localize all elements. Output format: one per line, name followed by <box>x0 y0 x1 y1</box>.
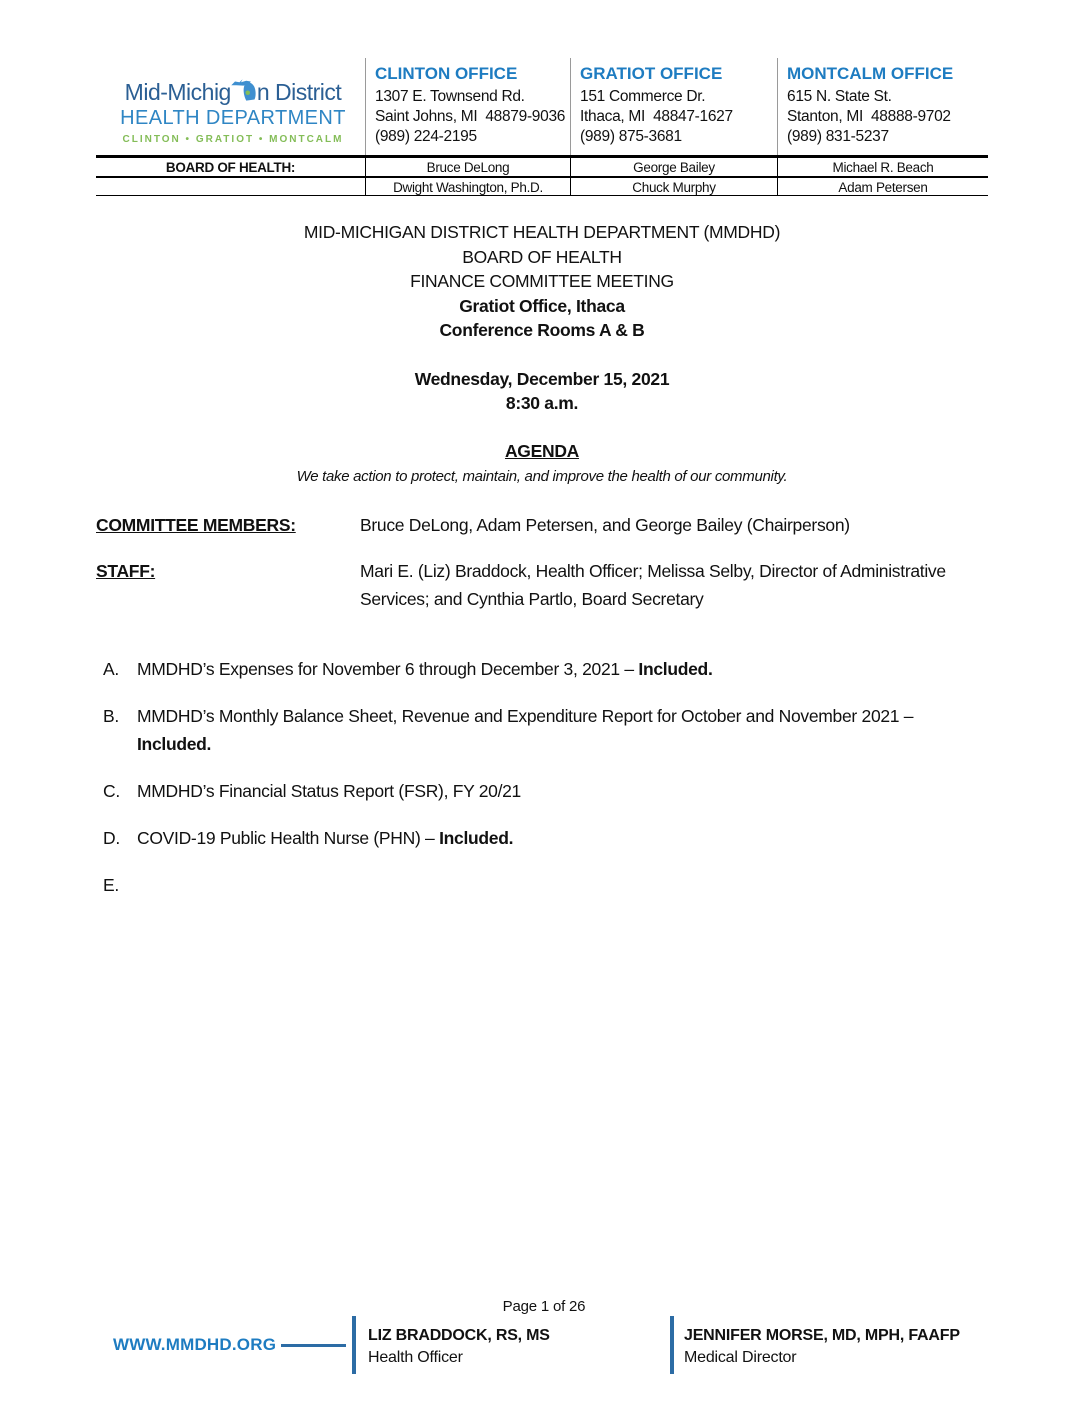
office-clinton-address: 1307 E. Townsend Rd. <box>375 88 525 105</box>
title-line-location: Gratiot Office, Ithaca <box>459 295 625 316</box>
agenda-item-letter: E. <box>103 875 119 895</box>
committee-members-value: Bruce DeLong, Adam Petersen, and George Bailey (Chairperson) <box>360 515 850 535</box>
board-member: Michael R. Beach <box>777 158 988 176</box>
agenda-item-letter: B. <box>103 706 119 726</box>
staff-row <box>96 557 988 613</box>
agenda-item-body: MMDHD’s Monthly Balance Sheet, Revenue and Expenditure Report for October and November 2021 – <box>137 706 914 726</box>
agenda-item-text <box>137 871 988 899</box>
logo-counties-line: CLINTON • GRATIOT • MONTCALM <box>122 134 344 145</box>
agenda-item-included: Included. <box>638 659 713 679</box>
board-of-health-label: BOARD OF HEALTH: <box>165 160 296 175</box>
committee-members-label: COMMITTEE MEMBERS: <box>96 515 296 535</box>
logo-name-suffix: n District <box>256 79 342 105</box>
office-clinton <box>365 58 570 155</box>
logo-name-prefix: Mid-Michig <box>124 79 231 105</box>
page-number: Page 1 of 26 <box>502 1298 586 1315</box>
agenda-item-e <box>96 871 988 899</box>
agenda-item-included: Included. <box>137 734 212 754</box>
office-montcalm <box>777 58 988 155</box>
signatory-title: Health Officer <box>368 1349 463 1366</box>
agenda-item-letter: D. <box>103 828 120 848</box>
title-line-department: MID-MICHIGAN DISTRICT HEALTH DEPARTMENT (MMDHD) <box>303 222 781 242</box>
signatory-name: JENNIFER MORSE, MD, MPH, FAAFP <box>684 1327 960 1344</box>
footer-divider-bar <box>352 1316 356 1374</box>
agenda-item-body: MMDHD’s Expenses for November 6 through December 3, 2021 – <box>137 659 639 679</box>
agenda-item-letter: C. <box>103 781 120 801</box>
meeting-date: Wednesday, December 15, 2021 <box>414 368 670 389</box>
board-member: Dwight Washington, Ph.D. <box>365 178 570 195</box>
committee-members-row <box>96 511 988 539</box>
agenda-item-text <box>137 824 988 852</box>
agenda-item-d <box>96 824 988 852</box>
board-member: George Bailey <box>570 158 777 176</box>
office-clinton-city: Saint Johns, MI 48879-9036 <box>375 108 566 125</box>
office-gratiot <box>570 58 777 155</box>
meeting-time: 8:30 a.m. <box>505 393 579 413</box>
title-line-board: BOARD OF HEALTH <box>462 246 622 267</box>
agenda-heading: AGENDA <box>504 440 580 461</box>
logo-name-line <box>125 74 342 106</box>
office-gratiot-city: Ithaca, MI 48847-1627 <box>580 108 733 125</box>
staff-value: Mari E. (Liz) Braddock, Health Officer; Melissa Selby, Director of Administrative Services; and Cynthia Partlo, Board Secretary <box>360 561 946 609</box>
office-gratiot-name: GRATIOT OFFICE <box>580 64 723 83</box>
office-gratiot-phone: (989) 875-3681 <box>580 128 682 145</box>
agenda-item-body: MMDHD’s Financial Status Report (FSR), FY 20/21 <box>137 781 521 801</box>
mission-tagline: We take action to protect, maintain, and improve the health of our community. <box>296 468 788 485</box>
signatory-health-officer <box>368 1325 550 1369</box>
footer-divider-bar <box>670 1316 674 1374</box>
office-clinton-phone: (989) 224-2195 <box>375 128 477 145</box>
office-gratiot-address: 151 Commerce Dr. <box>580 88 706 105</box>
page-footer <box>0 1316 1088 1378</box>
letterhead <box>96 58 988 196</box>
signatory-title: Medical Director <box>684 1349 797 1366</box>
roster-section <box>96 511 988 613</box>
footer-rule <box>281 1344 346 1347</box>
office-montcalm-name: MONTCALM OFFICE <box>787 64 954 83</box>
title-line-meeting: FINANCE COMMITTEE MEETING <box>410 271 674 291</box>
board-of-health-row-1 <box>96 158 988 178</box>
agenda-item-b <box>96 702 988 758</box>
meeting-datetime-block <box>96 367 988 416</box>
office-montcalm-phone: (989) 831-5237 <box>787 128 889 145</box>
agenda-items-list <box>96 655 988 899</box>
meeting-title-block <box>96 220 988 343</box>
agenda-item-included: Included. <box>439 828 514 848</box>
office-clinton-name: CLINTON OFFICE <box>375 64 518 83</box>
board-member: Adam Petersen <box>777 178 988 195</box>
website-text: WWW.MMDHD.ORG <box>113 1335 277 1354</box>
staff-label: STAFF: <box>96 561 156 581</box>
office-montcalm-city: Stanton, MI 48888-9702 <box>787 108 951 125</box>
board-member: Bruce DeLong <box>365 158 570 176</box>
agenda-item-c <box>96 777 988 805</box>
michigan-state-icon <box>231 79 257 105</box>
letterhead-address-row <box>96 58 988 158</box>
document-body <box>96 220 988 899</box>
title-line-rooms: Conference Rooms A & B <box>439 320 645 340</box>
agenda-item-letter: A. <box>103 659 119 679</box>
logo-dept-line: HEALTH DEPARTMENT <box>120 107 346 129</box>
signatory-name: LIZ BRADDOCK, RS, MS <box>368 1327 550 1344</box>
office-montcalm-address: 615 N. State St. <box>787 88 892 105</box>
signatory-medical-director <box>684 1325 960 1369</box>
agenda-item-text <box>137 655 988 683</box>
board-member: Chuck Murphy <box>570 178 777 195</box>
agenda-item-text <box>137 777 988 805</box>
department-logo <box>96 58 365 155</box>
agenda-item-a <box>96 655 988 683</box>
agenda-item-body: COVID-19 Public Health Nurse (PHN) – <box>137 828 440 848</box>
agenda-item-text <box>137 702 988 758</box>
board-of-health-row-2 <box>96 178 988 196</box>
board-label-empty <box>96 178 365 195</box>
